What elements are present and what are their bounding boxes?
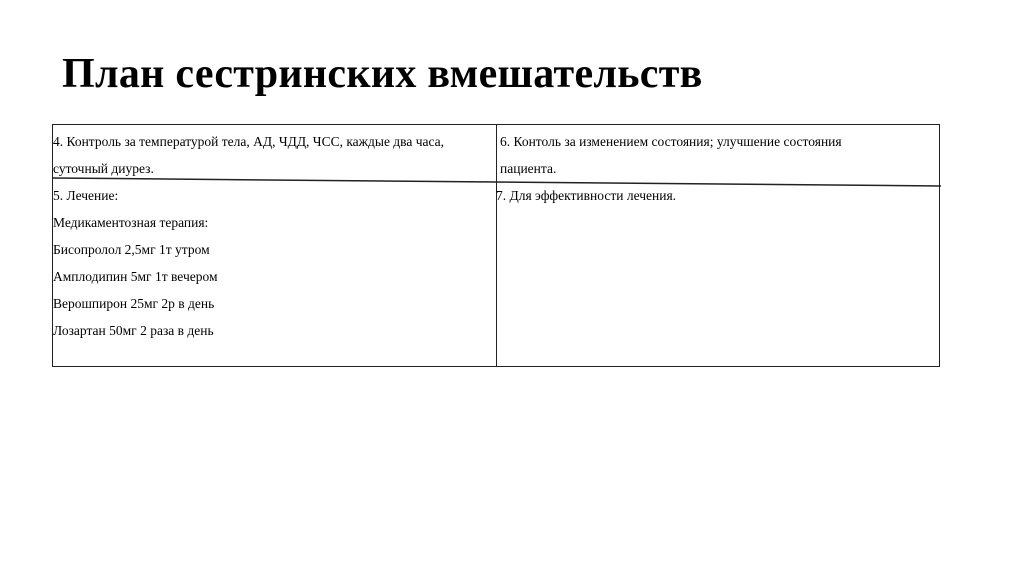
- cell-text: 7. Для эффективности лечения.: [496, 188, 677, 203]
- cell-text: 4. Контроль за температурой тела, АД, ЧДД, ЧСС, каждые два часа,: [53, 134, 445, 149]
- cell-text: пациента.: [500, 161, 557, 176]
- intervention-table: [52, 124, 940, 367]
- cell-row1-right: [500, 128, 842, 182]
- cell-text: Медикаментозная терапия:: [53, 215, 209, 230]
- cell-text: Лозартан 50мг 2 раза в день: [53, 323, 214, 338]
- slide-title: План сестринских вмешательств: [62, 51, 703, 97]
- cell-text: суточный диурез.: [53, 161, 154, 176]
- cell-text: 5. Лечение:: [53, 188, 119, 203]
- cell-text: 6. Контоль за изменением состояния; улучшение состояния: [500, 134, 842, 149]
- cell-text: Верошпирон 25мг 2р в день: [53, 296, 215, 311]
- cell-row2-left: [53, 182, 218, 344]
- column-divider: [496, 125, 497, 366]
- cell-row2-right: [496, 182, 676, 209]
- cell-row1-left: [53, 128, 444, 182]
- cell-text: Амплодипин 5мг 1т вечером: [53, 269, 218, 284]
- cell-text: Бисопролол 2,5мг 1т утром: [53, 242, 210, 257]
